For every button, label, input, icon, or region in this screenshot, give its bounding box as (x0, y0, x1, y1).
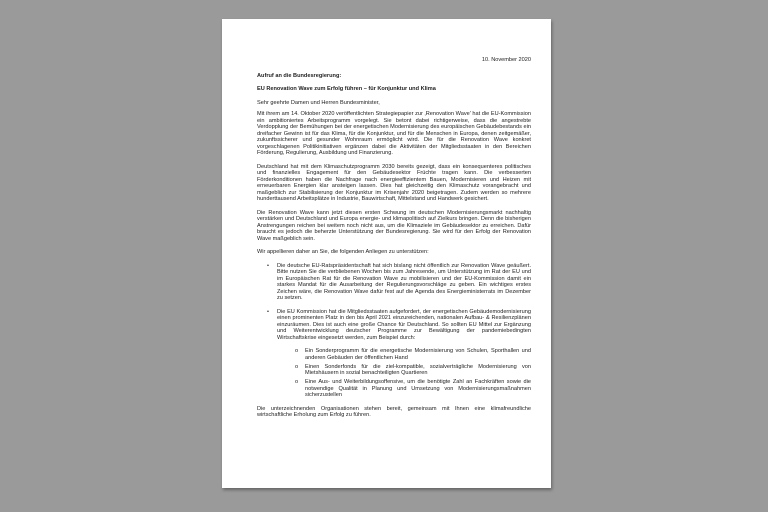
closing-paragraph: Die unterzeichnenden Organisationen stehen bereit, gemeinsam mit Ihnen eine klimafreundliche wirtschaftliche Erholung zum Erfolg zu führen. (257, 405, 531, 418)
list-item-eu-commission (267, 309, 531, 342)
appeal-line: Wir appellieren daher an Sie, die folgenden Anliegen zu unterstützen: (257, 249, 429, 255)
letter-salutation: Sehr geehrte Damen und Herren Bundesminister, (257, 99, 380, 106)
sub-bullet-text: Ein Sonderprogramm für die energetische Modernisierung von Schulen, Sporthallen und anderen Gebäuden der öffentlichen Hand (305, 348, 531, 361)
paragraph-strategy-paper: Mit ihrem am 14. Oktober 2020 veröffentlichten Strategiepapier zur ‚Renovation Wave' hat die EU-Kommission ein ambitioniertes Arbeitsprogramm vorgelegt. Sie betont dabei richtigerweise, dass die angestrebte Verdopplung der Bemühungen bei der energetischen Modernisierung des europäischen Gebäudebestands ein dreifacher Gewinn ist für das Klima, für die Konjunktur, und für die Menschen in Europa, denen zeitgemäßer, zukunftssicherer und gesunder Wohnraum ermöglicht wird. Die für die Renovation Wave konkret vorgeschlagenen Politikinitiativen ergänzen dabei die Aktivitäten der Mitgliedsstaaten in den Bereichen Förderung, Regulierung, Ausbildung und Finanzierung. (257, 111, 531, 156)
sub-bullet-list (257, 348, 531, 399)
sub-list-item-schools-program (295, 348, 531, 361)
bullet-icon: • (267, 262, 269, 269)
letter-heading: Aufruf an die Bundesregierung: (257, 72, 342, 79)
sub-bullet-icon: o (295, 379, 299, 385)
bullet-icon: • (267, 308, 269, 315)
paragraph-climate-program: Deutschland hat mit dem Klimaschutzprogramm 2030 bereits gezeigt, dass ein konsequenteres politisches und finanzielles Engagement für den Gebäudesektor Früchte tragen kann. Die verbesserten Förderkonditionen haben die Nachfrage nach energieeffizientem Bauen, Modernisieren und Heizen mit erneuerbaren Energien klar ansteigen lassen. Dies hat gleichzeitig den Klimaschutz vorangebracht und maßgeblich zur Stabilisierung der Konjunktur im Krisenjahr 2020 beigetragen. Zudem werden so mehrere hunderttausend Arbeitsplätze in Industrie, Bauwirtschaft, Mittelstand und Handwerk gesichert. (257, 163, 531, 202)
paragraph-renovation-wave-momentum: Die Renovation Wave kann jetzt diesen ersten Schwung im deutschen Modernisierungsmarkt nachhaltig verstärken und Deutschland und Europa energie- und klimapolitisch auf Zielkurs bringen. Denn die bisherigen Anstrengungen reichen bei weitem noch nicht aus, um die Klimaziele im Gebäudesektor zu erreichen. Dafür braucht es jedoch die beherzte Unterstützung der Bundesregierung. Sie wird für den Erfolg der Renovation Wave maßgeblich sein. (257, 209, 531, 242)
bullet-text: Die EU Kommission hat die Mitgliedsstaaten aufgefordert, der energetischen Gebäudemodernisierung einen prominenten Platz in den bis April 2021 einzureichenden, nationalen Aufbau- & Resilienzplänen einzuräumen. Dies ist auch eine große Chance für Deutschland. So sollten EU Mittel zur Ergänzung und Weiterentwicklung deutscher Programme zur Bewältigung der pandemiebedingten Wirtschaftskrise eingesetzt werden, zum Beispiel durch: (277, 308, 531, 341)
letter-title: EU Renovation Wave zum Erfolg führen – für Konjunktur und Klima (257, 86, 436, 92)
letter-date: 10. November 2020 (481, 57, 531, 63)
list-item-eu-presidency (267, 263, 531, 302)
sub-bullet-icon: o (295, 363, 299, 370)
sub-bullet-text: Einen Sonderfonds für die ziel-kompatible, sozialverträgliche Modernisierung von Mietshäusern in sozial benachteiligten Quartieren (305, 363, 531, 376)
sub-list-item-training-offensive (295, 379, 531, 399)
sub-bullet-icon: o (295, 348, 299, 354)
sub-list-item-special-fund (295, 364, 531, 377)
bullet-text: Die deutsche EU-Ratspräsidentschaft hat sich bislang nicht öffentlich zur Renovation Wave geäußert. Bitte nutzen Sie die verbliebenen Wochen bis zum Jahresende, um Unterstützung im Rat der EU und im Europäischen Rat für die Renovation Wave zu mobilisieren und der EU-Kommission damit ein starkes Mandat für die Ausarbeitung der Regulierungsvorschläge zu geben. Ein wichtiges erstes Zeichen wäre, die Renovation Wave dafür fest auf die Agenda des Energieministerrats im Dezember zu setzen. (277, 262, 531, 301)
sub-bullet-text: Eine Aus- und Weiterbildungsoffensive, um die benötigte Zahl an Fachkräften sowie die notwendige Qualität in Planung und Umsetzung von Modernisierungsmaßnahmen sicherzustellen (305, 379, 531, 398)
letter-page (222, 19, 551, 488)
